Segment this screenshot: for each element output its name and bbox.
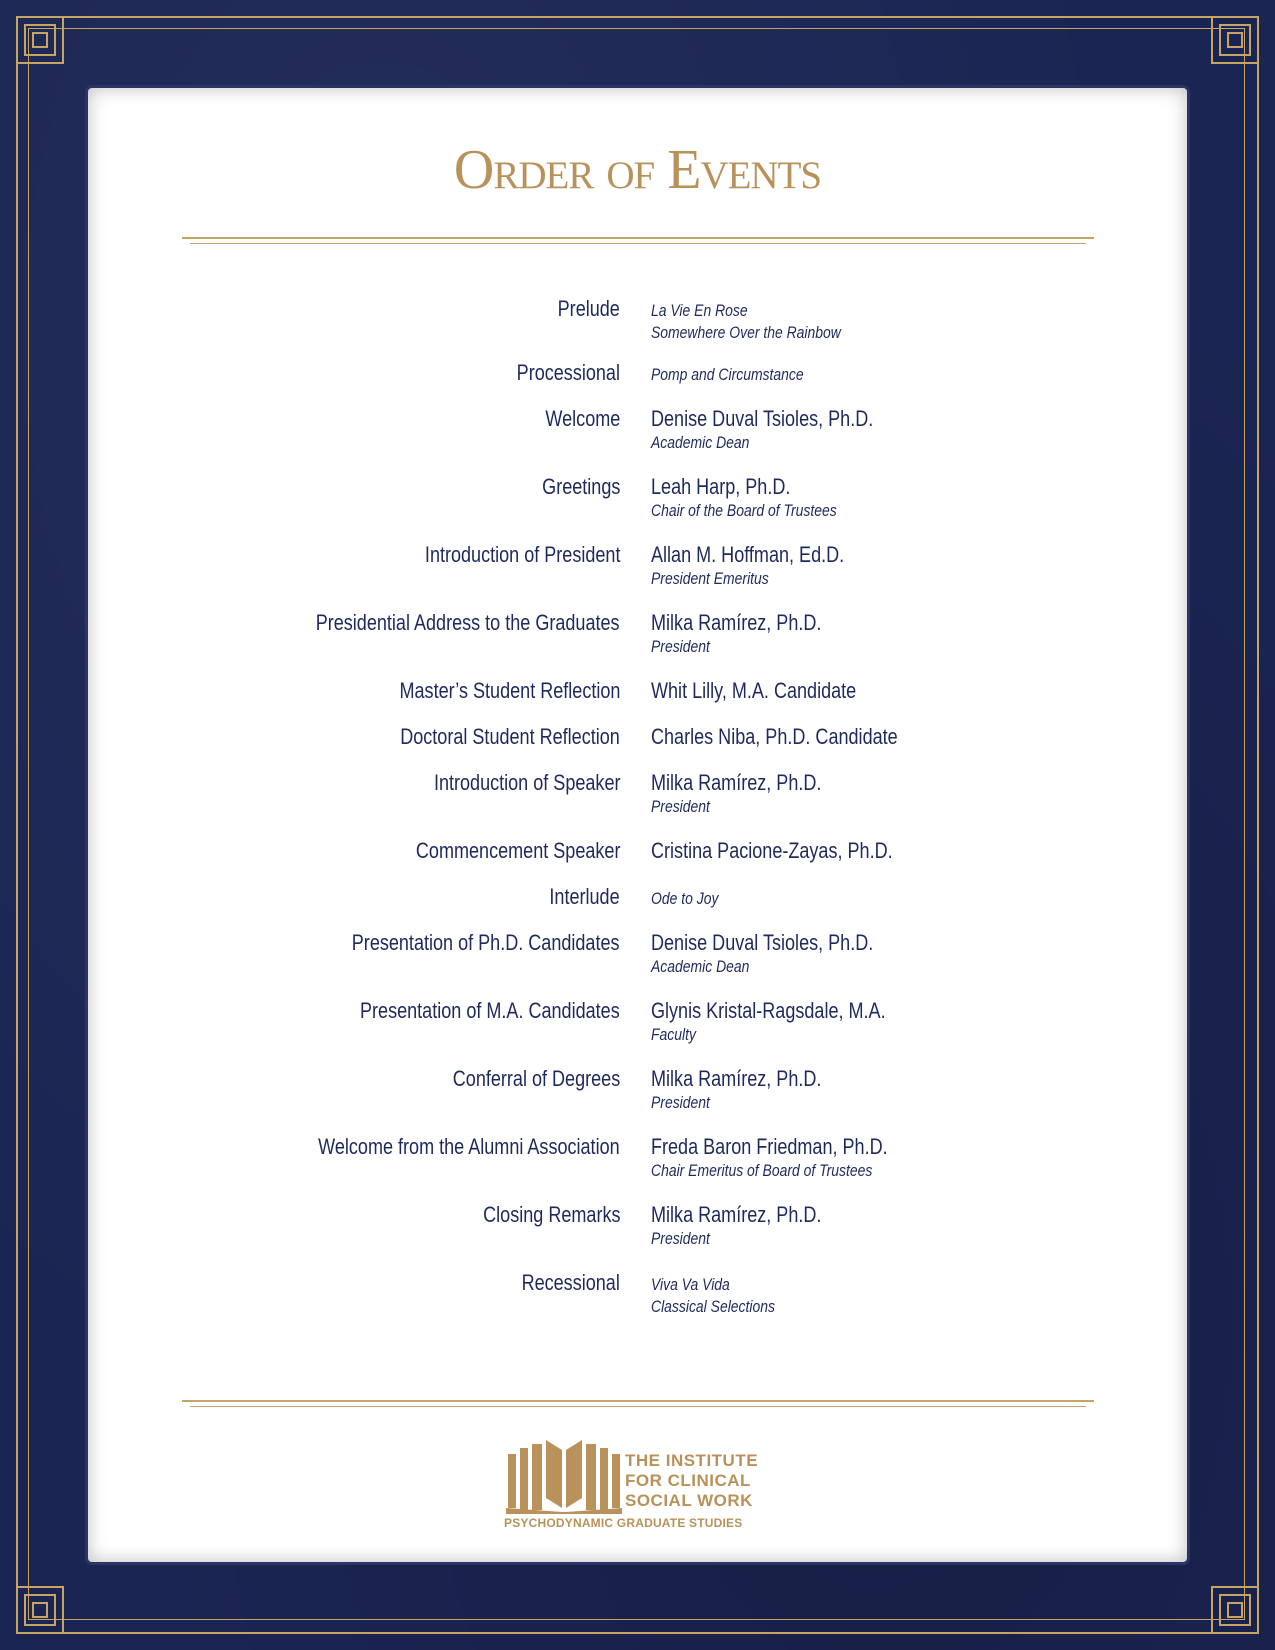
event-presenter: Milka Ramírez, Ph.D. [651,770,822,795]
event-detail [651,678,856,704]
event-label: Recessional [521,1270,620,1295]
institute-name: THE INSTITUTE FOR CLINICAL SOCIAL WORK [625,1451,759,1510]
event-detail [651,1202,821,1250]
event-presenter: Whit Lilly, M.A. Candidate [651,678,857,703]
event-detail [651,1134,888,1182]
event-presenter: Denise Duval Tsioles, Ph.D. [651,406,874,431]
event-detail [651,998,886,1046]
event-detail [651,930,873,978]
bottom-divider [182,1400,1094,1410]
event-label: Commencement Speaker [415,838,620,863]
event-label: Conferral of Degrees [452,1066,620,1091]
event-detail [651,542,844,590]
event-subtitle: Viva Va Vida [651,1275,730,1294]
event-presenter: Denise Duval Tsioles, Ph.D. [651,930,874,955]
event-subtitle: Somewhere Over the Rainbow [651,323,841,342]
event-label: Introduction of President [424,542,620,567]
book-logo-icon [504,1436,624,1516]
page-title: Order of Events [453,139,822,201]
event-detail [651,1066,821,1114]
event-detail [651,724,898,750]
event-presenter: Glynis Kristal-Ragsdale, M.A. [651,998,886,1023]
event-subtitle: Pomp and Circumstance [651,365,804,384]
event-label: Welcome from the Alumni Association [318,1134,620,1159]
event-label: Presentation of M.A. Candidates [360,998,620,1023]
event-presenter: Allan M. Hoffman, Ed.D. [651,542,845,567]
event-presenter: Milka Ramírez, Ph.D. [651,1066,822,1091]
event-subtitle: President Emeritus [651,569,769,588]
institute-tagline: PSYCHODYNAMIC GRADUATE STUDIES [504,1516,743,1530]
event-presenter: Charles Niba, Ph.D. Candidate [651,724,898,749]
event-label: Master’s Student Reflection [399,678,620,703]
event-subtitle: President [651,797,710,816]
event-label: Introduction of Speaker [433,770,620,795]
event-subtitle: La Vie En Rose [651,301,748,320]
event-subtitle: Ode to Joy [651,889,719,908]
corner-ornament-icon [1209,14,1261,66]
event-subtitle: President [651,1229,710,1248]
event-label: Welcome [545,406,620,431]
corner-ornament-icon [14,1584,66,1636]
event-subtitle: Chair of the Board of Trustees [651,501,837,520]
event-label: Processional [516,360,620,385]
event-presenter: Milka Ramírez, Ph.D. [651,1202,822,1227]
event-presenter: Leah Harp, Ph.D. [651,474,791,499]
institute-logo [500,1436,775,1532]
event-label: Presentation of Ph.D. Candidates [352,930,620,955]
event-detail [651,406,873,454]
event-label: Interlude [549,884,620,909]
event-detail [651,364,804,386]
event-presenter: Freda Baron Friedman, Ph.D. [651,1134,888,1159]
event-detail [651,838,893,864]
event-subtitle: President [651,1093,710,1112]
event-subtitle: President [651,637,710,656]
event-presenter: Milka Ramírez, Ph.D. [651,610,822,635]
event-subtitle: Academic Dean [651,433,750,452]
event-label: Closing Remarks [482,1202,620,1227]
event-label: Doctoral Student Reflection [400,724,620,749]
event-presenter: Cristina Pacione-Zayas, Ph.D. [651,838,893,863]
event-subtitle: Classical Selections [651,1297,775,1316]
event-label: Greetings [541,474,620,499]
event-detail [651,770,821,818]
corner-ornament-icon [1209,1584,1261,1636]
event-label: Presidential Address to the Graduates [316,610,620,635]
event-detail [651,888,718,910]
event-subtitle: Chair Emeritus of Board of Trustees [651,1161,873,1180]
event-subtitle: Academic Dean [651,957,750,976]
event-detail [651,474,837,522]
event-label: Prelude [557,296,620,321]
program-page [88,88,1187,1562]
event-subtitle: Faculty [651,1025,696,1044]
top-divider [182,237,1094,247]
event-detail [651,1274,775,1318]
event-detail [651,300,841,344]
event-detail [651,610,821,658]
corner-ornament-icon [14,14,66,66]
